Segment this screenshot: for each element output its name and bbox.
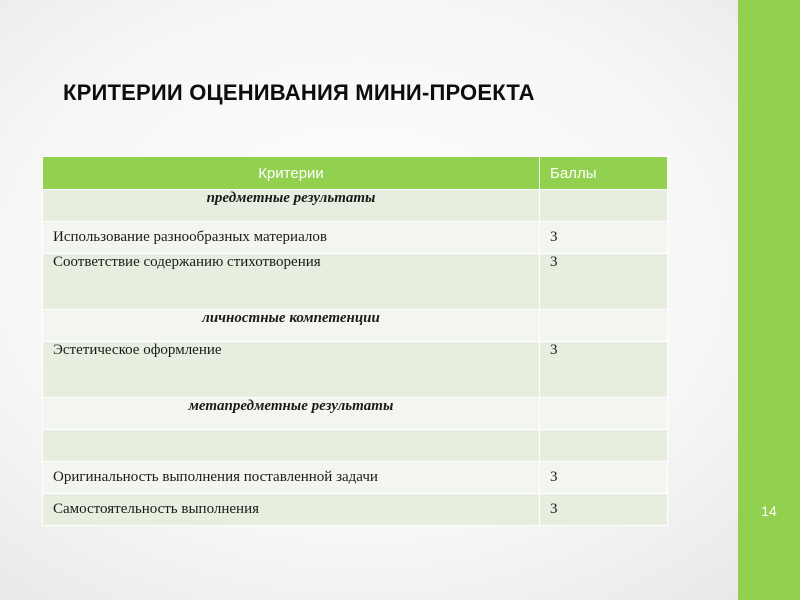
header-criteria: Критерии	[43, 157, 540, 190]
table-header-row	[43, 157, 668, 190]
table-row	[43, 494, 668, 526]
criterion-cell: Эстетическое оформление	[43, 342, 540, 398]
slide-title: КРИТЕРИИ ОЦЕНИВАНИЯ МИНИ-ПРОЕКТА	[63, 80, 535, 105]
section-row	[43, 190, 668, 222]
points-cell	[540, 190, 668, 222]
criterion-cell	[43, 430, 540, 462]
points-cell: 3	[540, 494, 668, 526]
section-label: личностные компетенции	[43, 310, 540, 342]
section-row	[43, 398, 668, 430]
points-cell	[540, 398, 668, 430]
table-row	[43, 254, 668, 310]
criteria-table	[42, 156, 668, 526]
points-cell: 3	[540, 222, 668, 254]
table-row	[43, 222, 668, 254]
table-row	[43, 342, 668, 398]
points-cell: 3	[540, 342, 668, 398]
criterion-cell: Использование разнообразных материалов	[43, 222, 540, 254]
points-cell	[540, 430, 668, 462]
criterion-cell: Оригинальность выполнения поставленной задачи	[43, 462, 540, 494]
section-row	[43, 310, 668, 342]
points-cell	[540, 310, 668, 342]
page-number: 14	[761, 503, 777, 519]
header-points: Баллы	[540, 157, 668, 190]
table-row	[43, 462, 668, 494]
section-label: метапредметные результаты	[43, 398, 540, 430]
criterion-cell: Соответствие содержанию стихотворения	[43, 254, 540, 310]
criterion-cell: Самостоятельность выполнения	[43, 494, 540, 526]
empty-row	[43, 430, 668, 462]
points-cell: 3	[540, 254, 668, 310]
points-cell: 3	[540, 462, 668, 494]
section-label: предметные результаты	[43, 190, 540, 222]
